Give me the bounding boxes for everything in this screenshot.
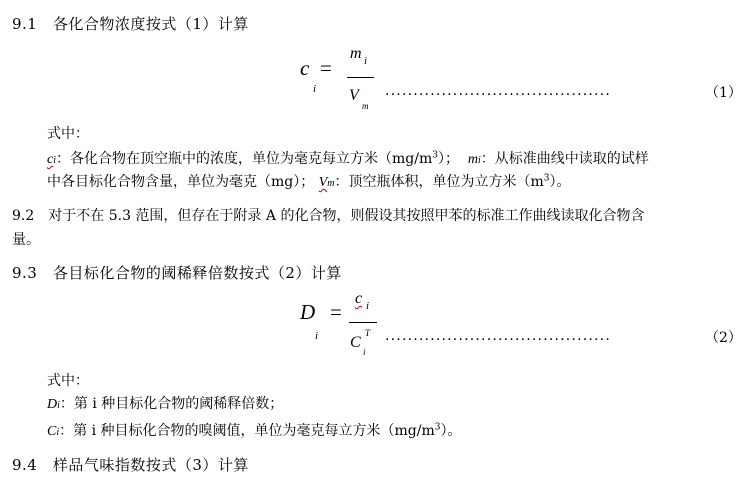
formula-1-numerator: m: [350, 45, 362, 62]
symbol-di: D: [47, 397, 58, 412]
formula-1-numerator-subscript: i: [364, 55, 368, 67]
formula-2-equals: =: [330, 300, 342, 324]
section-9-4-heading: 9.4 样品气味指数按式（3）计算: [12, 456, 249, 474]
symbol-ci-subscript: i: [53, 155, 56, 166]
symbol-mi: m: [467, 152, 478, 167]
formula-2-lhs: D: [300, 300, 316, 324]
definition-di: ：第 i 种目标化合物的阈稀释倍数；: [59, 396, 284, 412]
formula-2-denominator: C: [350, 334, 361, 351]
formula-1-denominator: V: [349, 87, 359, 104]
formula-1-definitions-line-2: [47, 171, 571, 191]
formula-2-definition-ci: [47, 420, 461, 440]
symbol-vm-subscript: m: [327, 178, 335, 189]
definition-vm-superscript: 3: [543, 173, 550, 184]
definition-ci-threshold-end: ）。: [440, 423, 462, 439]
section-9-3-heading: 9.3 各目标化合物的阈稀释倍数按式（2）计算: [12, 264, 342, 282]
symbol-ci-threshold-subscript: i: [56, 427, 60, 438]
definition-ci-threshold-superscript: 3: [434, 422, 441, 433]
formula-1-denominator-subscript: m: [362, 101, 369, 111]
definition-mi-continued: 中各目标化合物含量，单位为毫克（mg）；: [47, 174, 315, 190]
formula-1-equals: =: [320, 56, 332, 80]
symbol-ci: c: [47, 152, 54, 167]
formula-1-lhs-subscript: i: [313, 83, 317, 95]
symbol-di-subscript: i: [57, 400, 60, 411]
formula-2-denominator-superscript: T: [365, 328, 371, 338]
definition-ci-threshold: ：第 i 种目标化合物的嗅阈值，单位为毫克每立方米（mg/m: [59, 423, 435, 439]
formula-1-number: （1）: [705, 85, 742, 101]
definition-ci-end: ）；: [437, 151, 459, 167]
formula-2-numerator: c: [355, 290, 363, 307]
formula-2-numerator-subscript: i: [366, 300, 370, 312]
formula-2-leader-dots: ........................................: [385, 328, 612, 344]
section-9-2-line-1: 9.2 对于不在 5.3 范围，但存在于附录 A 的化合物，则假设其按照甲苯的标准工作曲线读取化合物含: [12, 208, 645, 224]
section-9-1-heading: 9.1 各化合物浓度按式（1）计算: [12, 15, 249, 33]
formula-2-lhs-subscript: i: [315, 330, 319, 342]
formula-2-denominator-subscript: i: [363, 347, 366, 357]
definition-ci: ：各化合物在顶空瓶中的浓度，单位为毫克每立方米（mg/m: [56, 151, 433, 167]
formula-1-lhs: c: [300, 56, 310, 80]
formula-2-fraction-bar: [349, 322, 377, 323]
formula-1-leader-dots: ........................................: [385, 83, 612, 99]
formula-2-where-label: 式中：: [47, 373, 89, 389]
section-9-2-line-2: 量。: [12, 232, 40, 248]
definition-vm: ：顶空瓶体积，单位为立方米（m: [334, 174, 544, 190]
symbol-vm: V: [318, 175, 328, 190]
definition-ci-superscript: 3: [432, 150, 438, 161]
definition-vm-end: ）。: [549, 174, 571, 190]
formula-1-fraction-bar: [347, 77, 374, 78]
symbol-ci-threshold: C: [47, 424, 57, 439]
formula-2-number: （2）: [705, 330, 742, 346]
formula-1-where-label: 式中：: [47, 126, 89, 142]
formula-1-definitions-line-1: [47, 148, 649, 168]
definition-mi: ：从标准曲线中读取的试样: [480, 151, 649, 167]
formula-2-definition-di: [47, 393, 283, 413]
symbol-mi-subscript: i: [478, 155, 481, 166]
